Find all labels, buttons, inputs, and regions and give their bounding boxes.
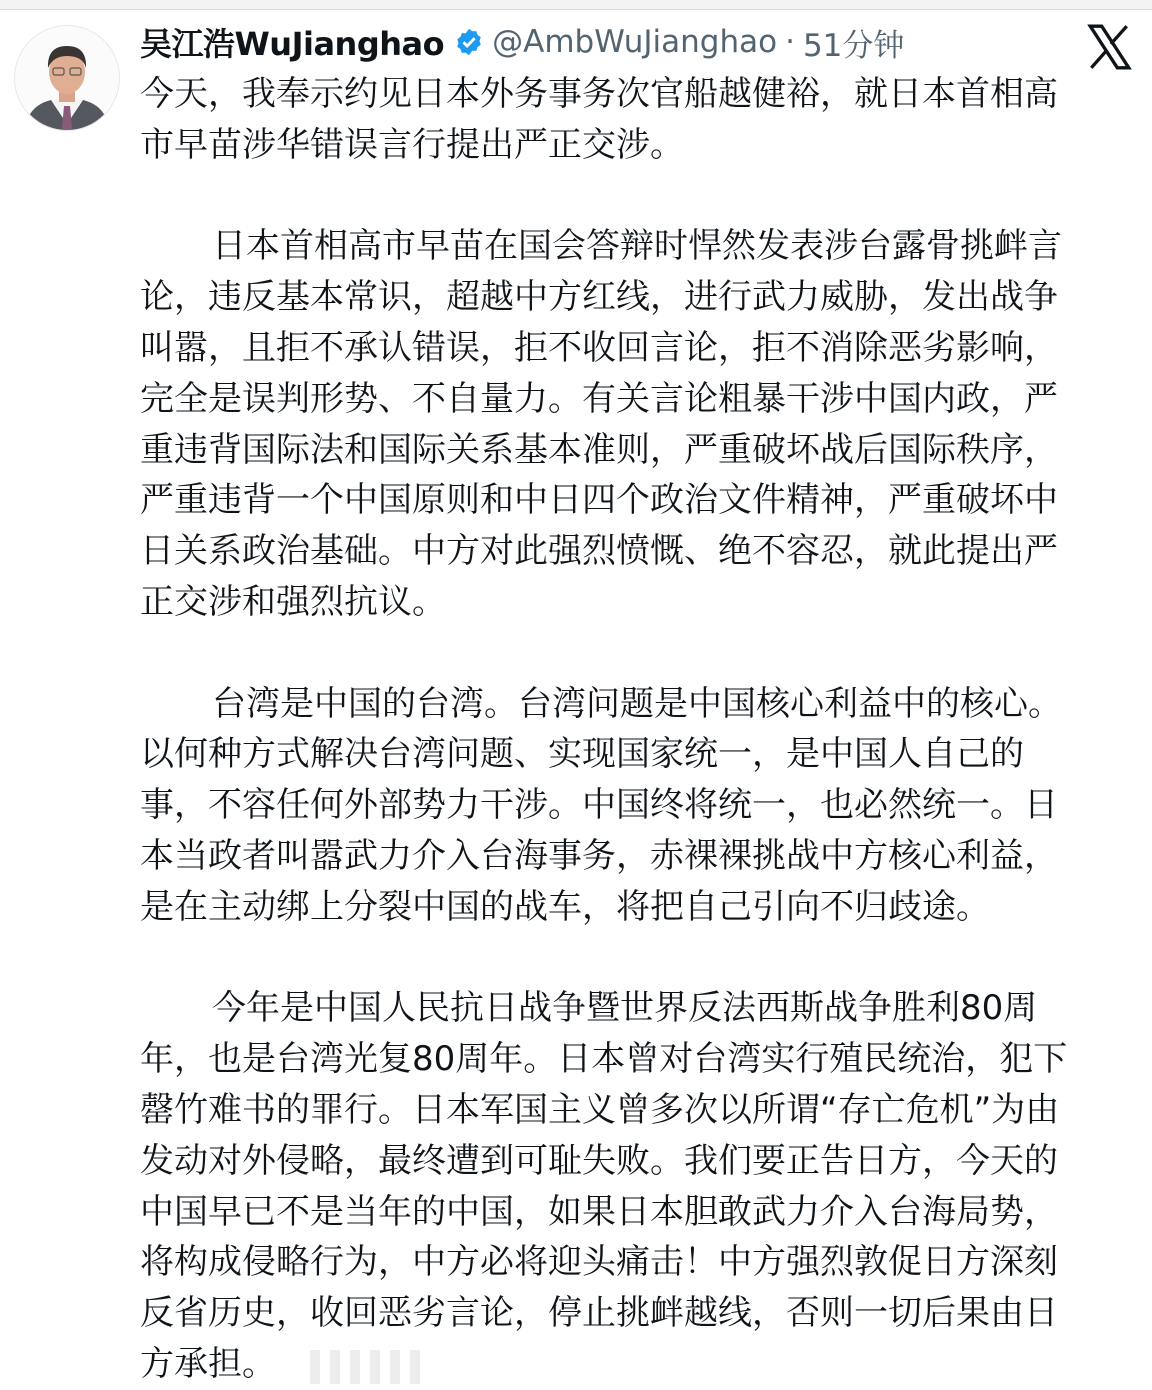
tweet-text [140,69,1067,1390]
text-line: 台湾是中国的台湾。台湾问题是中国核心利益中的核心。 [212,683,1062,724]
paragraph [140,69,1067,171]
top-divider [0,0,1152,10]
user-handle[interactable]: @AmbWuJianghao [492,24,778,60]
x-logo-icon [1084,22,1134,72]
watermark [310,1350,420,1384]
text-line: 今年是中国人民抗日战争暨世界反法西斯战争胜利80周 [212,988,1038,1029]
text-line: 事，不容任何外部势力干涉。中国终将统一，也必然统一。日 [140,785,1058,826]
text-line: 方承担。 [140,1343,276,1384]
text-line: 日本首相高市早苗在国会答辩时悍然发表涉台露骨挑衅言 [212,226,1062,267]
text-line: 本当政者叫嚣武力介入台海事务，赤裸裸挑战中方核心利益， [140,835,1058,876]
text-line: 重违背国际法和国际关系基本准则，严重破坏战后国际秩序， [140,429,1058,470]
text-line: 将构成侵略行为，中方必将迎头痛击！中方强烈敦促日方深刻 [140,1242,1058,1283]
text-line: 发动对外侵略，最终遭到可耻失败。我们要正告日方，今天的 [140,1140,1058,1181]
text-line: 罄竹难书的罪行。日本军国主义曾多次以所谓“存亡危机”为由 [140,1089,1060,1130]
avatar[interactable] [14,25,120,131]
text-line: 论，违反基本常识，超越中方红线，进行武力威胁，发出战争 [140,277,1058,318]
text-line: 正交涉和强烈抗议。 [140,581,446,622]
text-line: 严重违背一个中国原则和中日四个政治文件精神，严重破坏中 [140,480,1058,521]
timestamp[interactable]: 51分钟 [802,27,905,64]
paragraph [140,679,1067,933]
text-line: 市早苗涉华错误言行提出严正交涉。 [140,124,684,165]
text-line: 以何种方式解决台湾问题、实现国家统一，是中国人自己的 [140,734,1024,775]
separator-dot: · [785,24,795,60]
text-line: 完全是误判形势、不自量力。有关言论粗暴干涉中国内政，严 [140,378,1058,419]
text-line: 反省历史，收回恶劣言论，停止挑衅越线，否则一切后果由日 [140,1293,1058,1334]
text-line: 今天，我奉示约见日本外务事务次官船越健裕，就日本首相高 [140,74,1058,114]
tweet-header [140,20,904,64]
text-line: 年，也是台湾光复80周年。日本曾对台湾实行殖民统治，犯下 [140,1039,1068,1080]
paragraph [140,983,1067,1389]
text-line: 中国早已不是当年的中国，如果日本胆敢武力介入台海局势， [140,1191,1058,1232]
verified-badge-icon [454,27,484,57]
text-line: 叫嚣，且拒不承认错误，拒不收回言论，拒不消除恶劣影响， [140,327,1058,368]
profile-photo [15,26,119,130]
display-name[interactable]: 吴江浩WuJianghao [140,25,445,63]
text-line: 是在主动绑上分裂中国的战车，将把自己引向不归歧途。 [140,886,990,927]
paragraph [140,221,1067,627]
text-line: 日关系政治基础。中方对此强烈愤慨、绝不容忍，就此提出严 [140,531,1058,572]
